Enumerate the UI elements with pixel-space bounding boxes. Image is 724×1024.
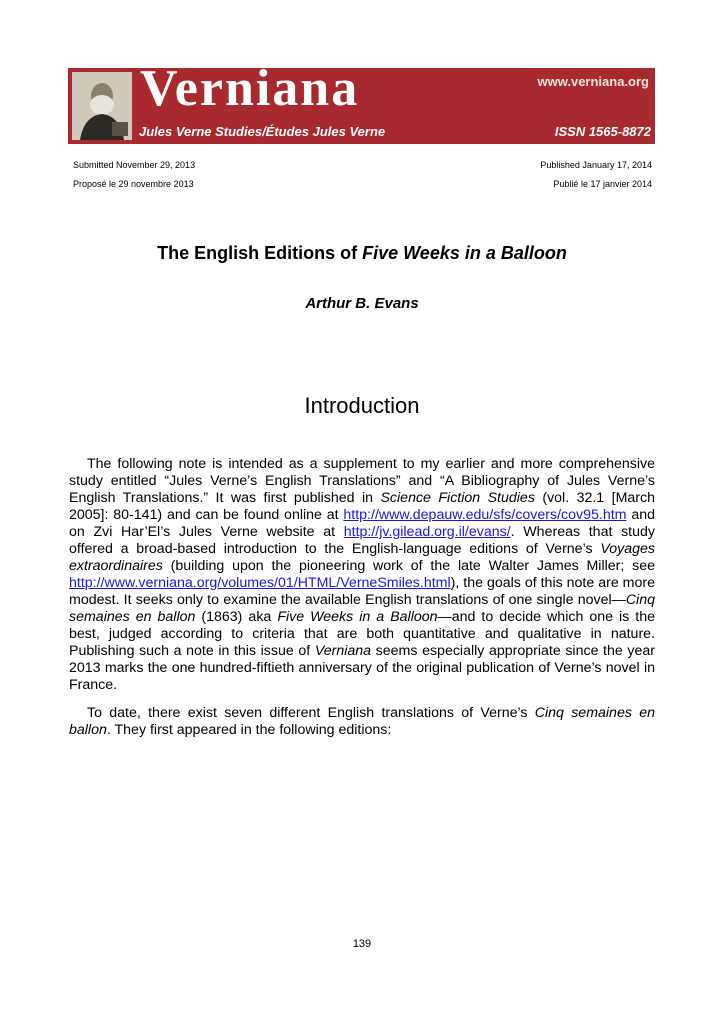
para1-text-9: seems especially appropriate since the year 2013 marks the one hundred-fiftieth anniversary of the original publication of Verne’s novel in France. [69, 643, 655, 693]
article-title [0, 243, 724, 264]
journal-issn: ISSN 1565-8872 [554, 124, 651, 139]
published-date-fr: Publié le 17 janvier 2014 [553, 179, 652, 189]
article-author: Arthur B. Evans [305, 295, 419, 312]
para1-text-6: ), the goals of this note are more modest. It seeks only to examine the available English translations of one single novel— [69, 575, 655, 608]
link-gilead-evans[interactable]: http://jv.gilead.org.il/evans/ [343, 524, 511, 540]
jules-verne-portrait-image [72, 72, 132, 140]
section-heading: Introduction [304, 393, 420, 418]
journal-url[interactable]: www.verniana.org [537, 74, 649, 89]
journal-banner [68, 68, 655, 144]
page-number: 139 [352, 938, 372, 950]
para1-text-8: —and to decide which one is the best, judged according to criteria that are both quantitative and qualitative in nature. Publishing such a note in this issue of [69, 609, 656, 659]
intro-paragraph-2 [69, 705, 655, 739]
para1-text-2: (vol. 32.1 [March 2005]: 80-141) and can be found online at [69, 490, 655, 523]
novel-title-english: Five Weeks in a Balloon [277, 609, 438, 625]
novel-title-french-2: Cinq semaines en ballon [69, 705, 655, 738]
link-depauw-sfs[interactable]: http://www.depauw.edu/sfs/covers/cov95.htm [343, 507, 627, 523]
para1-text-3: and on Zvi Har’El’s Jules Verne website at [69, 507, 655, 540]
journal-name-verniana: Verniana [314, 643, 372, 659]
intro-paragraph-1 [69, 456, 655, 694]
link-verniana-vernesmiles[interactable]: http://www.verniana.org/volumes/01/HTML/VerneSmiles.html [69, 575, 451, 591]
para2-text-2: . They first appeared in the following editions: [106, 722, 392, 738]
novel-title-french: Cinq semaines en ballon [69, 592, 655, 625]
para1-text-4: . Whereas that study offered a broad-based introduction to the English-language editions of Verne’s [69, 524, 655, 557]
para1-text-1: The following note is intended as a supplement to my earlier and more comprehensive study entitled “Jules Verne’s English Translations” and “A Bibliography of Jules Verne’s English Translations.” It was first published in [69, 456, 655, 506]
para1-text-5: (building upon the pioneering work of the late Walter James Miller; see [162, 558, 655, 574]
para1-text-7: (1863) aka [195, 609, 278, 625]
journal-name-sfs: Science Fiction Studies [380, 490, 535, 506]
journal-brand: Verniana [140, 68, 360, 117]
published-date-en: Published January 17, 2014 [540, 160, 652, 170]
series-name-voyages: Voyages extraordinaires [69, 541, 655, 574]
submitted-date-en: Submitted November 29, 2013 [73, 160, 196, 170]
para2-text-1: To date, there exist seven different English translations of Verne’s [87, 705, 535, 721]
journal-subtitle: Jules Verne Studies/Études Jules Verne [139, 124, 386, 139]
submitted-date-fr: Proposé le 29 novembre 2013 [73, 179, 194, 189]
article-title-italic: Five Weeks in a Balloon [362, 243, 567, 263]
article-title-plain: The English Editions of [157, 243, 363, 263]
